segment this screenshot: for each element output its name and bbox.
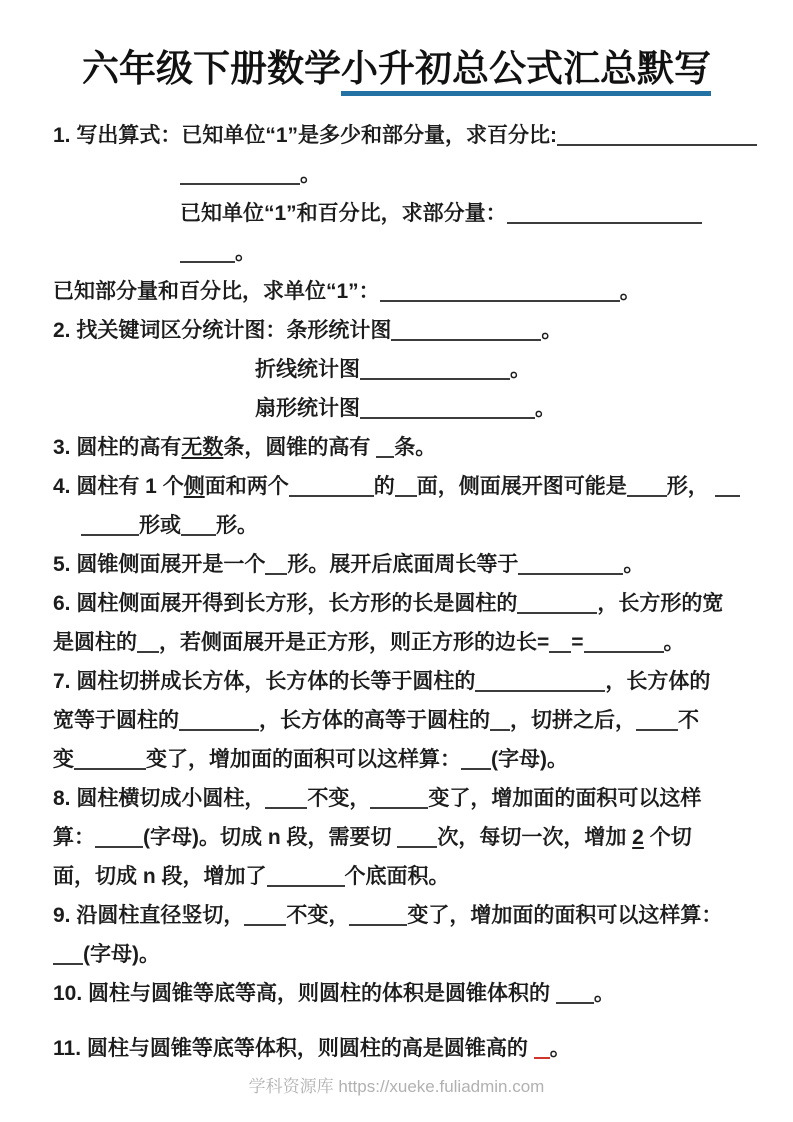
text-segment: 变了，增加面的面积可以这样算：: [407, 904, 723, 928]
fill-in-blank: [517, 591, 597, 614]
fill-in-blank: [265, 786, 307, 809]
text-segment: 已知单位“1”和百分比，求部分量：: [180, 202, 507, 226]
page-title-plain: 六年级下册数学: [82, 48, 341, 89]
worksheet-line: [53, 701, 753, 740]
text-segment: 7. 圆柱切拼成长方体，长方体的长等于圆柱的: [53, 670, 476, 694]
worksheet-line: [53, 974, 753, 1013]
text-segment: 是圆柱的: [53, 631, 137, 655]
fill-in-blank: [74, 747, 146, 770]
text-segment: 折线统计图: [255, 358, 360, 382]
text-segment: 10. 圆柱与圆锥等底等高，则圆柱的体积是圆锥体积的: [53, 982, 556, 1006]
fill-in-blank: [267, 864, 345, 887]
fill-in-blank: [179, 708, 259, 731]
fill-in-blank: [715, 474, 740, 497]
text-segment: 8. 圆柱横切成小圆柱，: [53, 787, 266, 811]
fill-in-blank: [180, 240, 235, 263]
fill-in-blank: [53, 942, 83, 965]
worksheet-line: [53, 311, 753, 350]
fill-in-blank: [81, 513, 139, 536]
text-segment: 面和两个: [204, 475, 289, 499]
fill-in-blank: [380, 279, 620, 302]
text-segment: 。: [619, 280, 641, 304]
fill-in-blank: [557, 123, 757, 146]
text-segment: 。: [510, 358, 531, 382]
text-segment: 面，切成 n 段，增加了: [53, 865, 267, 889]
text-segment: 条，圆锥的高有: [223, 436, 377, 460]
text-segment: 次，每切一次，增加: [437, 826, 633, 850]
fill-in-blank: [370, 786, 428, 809]
fill-in-blank: [461, 747, 491, 770]
worksheet-line: [53, 155, 753, 194]
worksheet-line: [53, 740, 753, 779]
fill-in-blank: [507, 201, 702, 224]
worksheet-line: [53, 389, 753, 428]
text-segment: (字母)。: [491, 748, 568, 772]
fill-in-blank: [636, 708, 678, 731]
text-segment: 形。展开后底面周长等于: [287, 553, 519, 577]
text-segment: (字母)。切成 n 段，需要切: [143, 826, 398, 850]
text-segment: 。: [235, 241, 256, 265]
text-segment: 变了，增加面的面积可以这样算：: [146, 748, 461, 772]
text-segment: 的: [373, 475, 395, 499]
text-segment: 变: [53, 748, 74, 772]
footer-watermark-text: 学科资源库 https://xueke.fuliadmin.com: [248, 1077, 545, 1097]
fill-in-blank: [490, 708, 510, 731]
fill-in-blank: [397, 825, 437, 848]
text-segment: 形，: [666, 475, 715, 499]
text-segment: 。: [300, 163, 321, 187]
text-segment: 面，侧面展开图可能是: [416, 475, 627, 499]
fill-in-blank: [627, 474, 667, 497]
worksheet-line: [53, 233, 753, 272]
underlined-text-segment: 无数: [181, 436, 224, 460]
text-segment: 。: [535, 397, 556, 421]
underlined-text-segment: 2: [632, 826, 644, 850]
worksheet-line: [53, 896, 753, 935]
worksheet-line: [53, 428, 753, 467]
fill-in-blank: [391, 318, 541, 341]
worksheet-line: [53, 779, 753, 818]
text-segment: 。: [593, 982, 615, 1006]
text-segment: ，长方体的高等于圆柱的: [259, 709, 490, 733]
text-segment: (字母)。: [83, 943, 160, 967]
text-segment: 已知部分量和百分比，求单位“1”：: [53, 280, 380, 304]
text-segment: ，长方形的宽: [597, 592, 724, 616]
text-segment: 不变，: [286, 904, 350, 928]
text-segment: 。: [541, 319, 563, 343]
fill-in-blank: [95, 825, 143, 848]
text-segment: 11. 圆柱与圆锥等底等体积，则圆柱的高是圆锥高的: [53, 1037, 534, 1061]
text-segment: 形或: [139, 514, 181, 538]
fill-in-blank: [584, 630, 664, 653]
text-segment: ，切拼之后，: [510, 709, 636, 733]
fill-in-blank: [244, 903, 286, 926]
text-segment: 。: [549, 1037, 571, 1061]
text-segment: 1. 写出算式：已知单位“1”是多少和部分量，求百分比:: [53, 124, 558, 148]
text-segment: 不: [678, 709, 699, 733]
page-title-underlined: 小升初总公式汇总默写: [341, 48, 711, 96]
worksheet-line: [53, 545, 753, 584]
fill-in-blank: [395, 474, 417, 497]
text-segment: 扇形统计图: [255, 397, 360, 421]
text-segment: 个切: [643, 826, 692, 850]
fill-in-blank: [518, 552, 623, 575]
text-segment: 5. 圆锥侧面展开是一个: [53, 553, 266, 577]
worksheet-line: [53, 116, 753, 155]
fill-in-blank: [180, 162, 300, 185]
worksheet-line: [53, 272, 753, 311]
fill-in-blank: [265, 552, 287, 575]
text-segment: 宽等于圆柱的: [53, 709, 179, 733]
worksheet-body: [0, 102, 793, 1068]
worksheet-line: [53, 623, 753, 662]
text-segment: 个底面积。: [344, 865, 450, 889]
fill-in-blank: [181, 513, 216, 536]
worksheet-line: [53, 584, 753, 623]
text-segment: 变了，增加面的面积可以这样: [428, 787, 702, 811]
fill-in-blank: [137, 630, 159, 653]
worksheet-line: [53, 194, 753, 233]
text-segment: 形。: [216, 514, 258, 538]
fill-in-blank: [360, 396, 535, 419]
underlined-text-segment: 侧: [183, 475, 205, 499]
text-segment: ，若侧面展开是正方形，则正方形的边长=: [159, 631, 550, 655]
fill-in-blank: [360, 357, 510, 380]
fill-in-blank: [289, 474, 374, 497]
text-segment: 6. 圆柱侧面展开得到长方形，长方形的长是圆柱的: [53, 592, 518, 616]
text-segment: 2. 找关键词区分统计图：条形统计图: [53, 319, 392, 343]
page-title: [0, 46, 793, 92]
text-segment: 不变，: [307, 787, 371, 811]
worksheet-line: [53, 467, 753, 506]
worksheet-line: [53, 506, 753, 545]
worksheet-line: [53, 1029, 753, 1068]
worksheet-line: [53, 818, 753, 857]
text-segment: 3. 圆柱的高有: [53, 436, 182, 460]
fill-in-blank: [556, 981, 594, 1004]
worksheet-line: [53, 662, 753, 701]
text-segment: 算：: [53, 826, 95, 850]
text-segment: =: [571, 631, 584, 655]
footer: [0, 1072, 793, 1097]
fill-in-blank: [349, 903, 407, 926]
worksheet-line: [53, 935, 753, 974]
fill-in-blank: [475, 669, 605, 692]
text-segment: 。: [663, 631, 685, 655]
text-segment: 。: [623, 553, 645, 577]
text-segment: 9. 沿圆柱直径竖切，: [53, 904, 245, 928]
red-mark-blank: [534, 1033, 550, 1059]
worksheet-line: [53, 857, 753, 896]
text-segment: ，长方体的: [605, 670, 711, 694]
worksheet-line: [53, 350, 753, 389]
fill-in-blank: [549, 630, 571, 653]
fill-in-blank: [376, 435, 394, 458]
text-segment: 条。: [394, 436, 437, 460]
text-segment: 4. 圆柱有 1 个: [53, 475, 184, 499]
